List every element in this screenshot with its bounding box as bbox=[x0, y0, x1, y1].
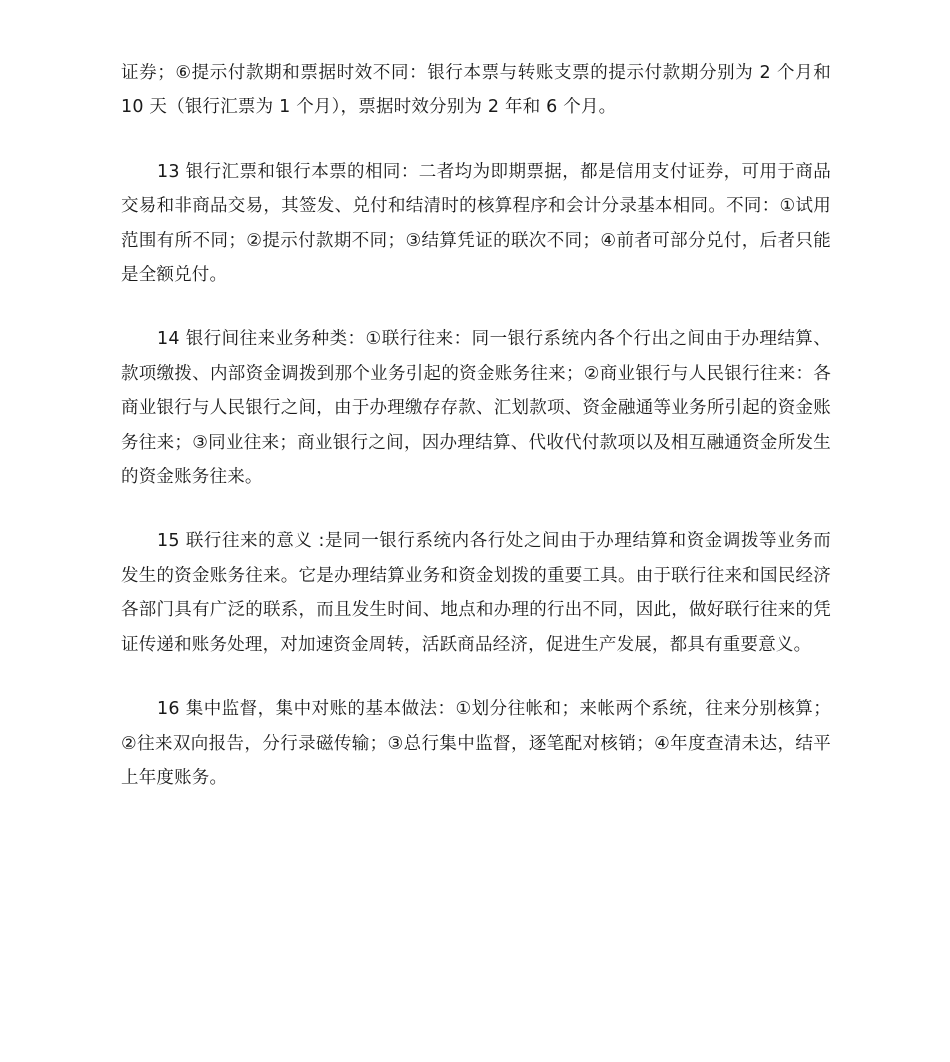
paragraph-continuation: 证券；⑥提示付款期和票据时效不同：银行本票与转账支票的提示付款期分别为 2 个月和 10 天（银行汇票为 1 个月），票据时效分别为 2 年和 6 个月。 bbox=[121, 63, 831, 118]
paragraph-item-16: 16 集中监督，集中对账的基本做法：①划分往帐和；来帐两个系统，往来分别核算；②往来双向报告，分行录磁传输；③总行集中监督，逐笔配对核销；④年度查清未达，结平上年度账务。 bbox=[121, 699, 831, 788]
paragraph-item-14: 14 银行间往来业务种类：①联行往来：同一银行系统内各个行出之间由于办理结算、款项缴拨、内部资金调拨到那个业务引起的资金账务往来；②商业银行与人民银行往来：各商业银行与人民银行之间，由于办理缴存存款、汇划款项、资金融通等业务所引起的资金账务往来；③同业往来；商业银行之间，因办理结算、代收代付款项以及相互融通资金所发生的资金账务往来。 bbox=[121, 329, 831, 488]
paragraph-item-13: 13 银行汇票和银行本票的相同：二者均为即期票据，都是信用支付证券，可用于商品交易和非商品交易，其签发、兑付和结清时的核算程序和会计分录基本相同。不同：①试用范围有所不同；②提示付款期不同；③结算凭证的联次不同；④前者可部分兑付，后者只能是全额兑付。 bbox=[121, 161, 831, 286]
paragraph-item-15: 15 联行往来的意义 :是同一银行系统内各行处之间由于办理结算和资金调拨等业务而发生的资金账务往来。它是办理结算业务和资金划拨的重要工具。由于联行往来和国民经济各部门具有广泛的联系，而且发生时间、地点和办理的行出不同，因此，做好联行往来的凭证传递和账务处理，对加速资金周转，活跃商品经济，促进生产发展，都具有重要意义。 bbox=[121, 531, 831, 655]
document-page bbox=[121, 56, 831, 825]
